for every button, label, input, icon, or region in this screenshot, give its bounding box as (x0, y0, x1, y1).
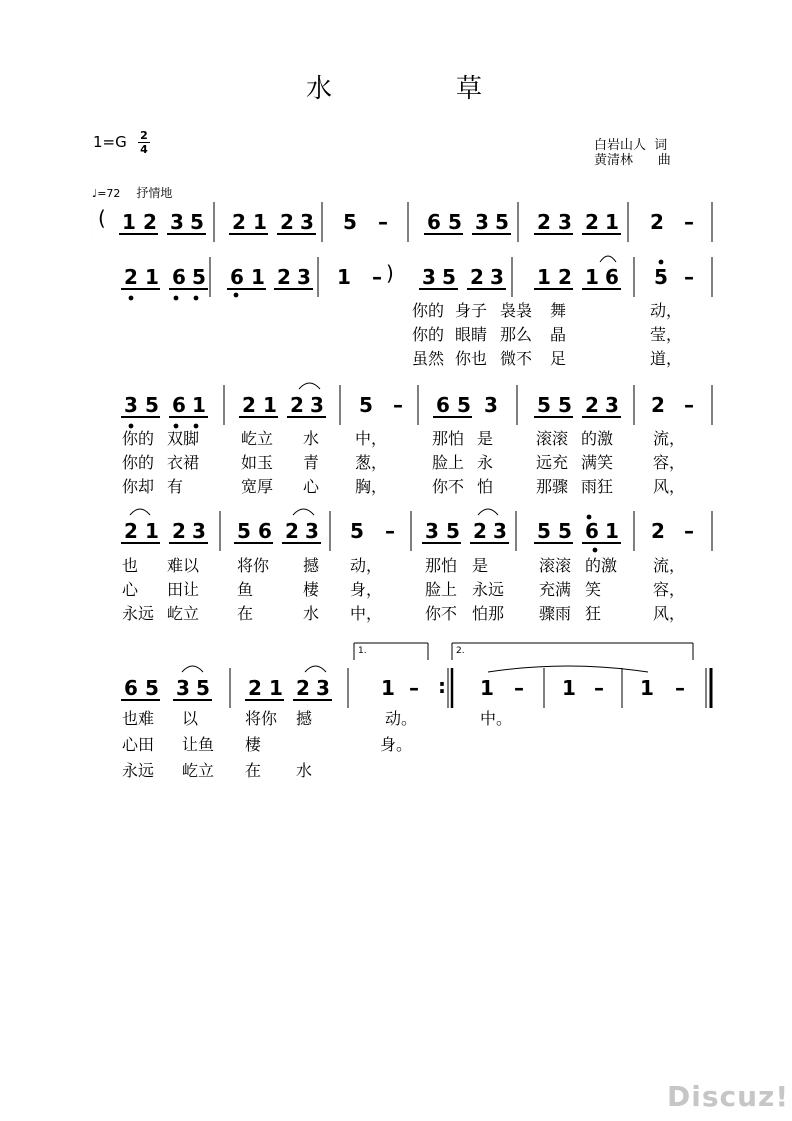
lyric-syllable: 你却 (122, 477, 155, 496)
lyric-syllable: 那怕 (432, 429, 465, 448)
lyric-syllable: 永 (477, 453, 494, 472)
note: – (684, 210, 694, 234)
note: 3 (605, 393, 619, 417)
lyric-syllable: 风， (653, 477, 686, 496)
lyric-syllable: 是 (477, 429, 494, 448)
note: 2 (242, 393, 256, 417)
meter-bottom: 4 (140, 143, 148, 156)
lyric-syllable: 你的 (122, 429, 155, 448)
note: 1 (480, 676, 494, 700)
note: 3 (192, 519, 206, 543)
note: 2 (558, 265, 572, 289)
lyric-syllable: 滚滚 (539, 556, 572, 575)
note: 2 (650, 210, 664, 234)
lyric-syllable: 你也 (455, 349, 488, 368)
tie-mark (488, 666, 648, 672)
lyric-syllable: 撼 (296, 709, 313, 728)
lyric-syllable: 那骤 (536, 477, 569, 496)
lyric-syllable: 那怕 (425, 556, 458, 575)
note: 1 (192, 393, 206, 417)
note: 3 (493, 519, 507, 543)
slur-mark (182, 666, 203, 672)
note: 1 (381, 676, 395, 700)
note: 1 (585, 265, 599, 289)
slur-mark (600, 256, 616, 262)
lyric-syllable: 道， (650, 349, 683, 368)
lyric-syllable: 也难 (122, 709, 155, 728)
lyric-syllable: 微不 (500, 349, 533, 368)
lyric-syllable: 舞 (550, 301, 567, 320)
note: – (594, 676, 604, 700)
note: – (675, 676, 685, 700)
composer-credit: 黄清林 曲 (594, 153, 671, 168)
note: 1 (640, 676, 654, 700)
note: 5 (537, 393, 551, 417)
low-octave-dot (194, 424, 199, 429)
lyric-syllable: 水 (303, 429, 320, 448)
lyric-syllable: 难以 (167, 556, 200, 575)
note: 6 (172, 393, 186, 417)
lyric-syllable: 容， (653, 453, 686, 472)
meter-top: 2 (140, 129, 148, 142)
note: 5 (457, 393, 471, 417)
lyric-syllable: 有 (167, 477, 184, 496)
close-paren: ) (386, 261, 394, 285)
lyric-syllable: 棲 (245, 735, 262, 754)
lyric-syllable: 心田 (122, 735, 155, 754)
note: 1 (251, 265, 265, 289)
note: 2 (143, 210, 157, 234)
note: 1 (562, 676, 576, 700)
low-octave-dot (174, 424, 179, 429)
lyric-syllable: 中， (355, 429, 388, 448)
note: 3 (305, 519, 319, 543)
lyric-syllable: 在 (245, 761, 262, 780)
lyric-syllable: 身， (350, 580, 383, 599)
note: – (684, 393, 694, 417)
note: 2 (651, 393, 665, 417)
note: 2 (585, 393, 599, 417)
note: 3 (170, 210, 184, 234)
lyric-syllable: 脸上 (425, 580, 458, 599)
note: 6 (124, 676, 138, 700)
lyric-syllable: 让鱼 (182, 735, 215, 754)
lyric-syllable: 你不 (432, 477, 465, 496)
lyric-syllable: 狂 (585, 604, 602, 623)
note: – (378, 210, 388, 234)
note: 5 (654, 265, 668, 289)
note: – (684, 519, 694, 543)
lyric-syllable: 流， (653, 429, 686, 448)
note: 5 (537, 519, 551, 543)
note: 1 (537, 265, 551, 289)
note: 2 (232, 210, 246, 234)
volta-first-label: 1. (358, 646, 367, 656)
lyric-syllable: 在 (237, 604, 254, 623)
note: 3 (297, 265, 311, 289)
note: 6 (585, 519, 599, 543)
note: 2 (285, 519, 299, 543)
note: 1 (145, 265, 159, 289)
note: 2 (277, 265, 291, 289)
lyric-syllable: 动， (650, 301, 683, 320)
note: 5 (495, 210, 509, 234)
lyric-syllable: 心 (303, 477, 320, 496)
note: 6 (230, 265, 244, 289)
note: – (684, 265, 694, 289)
lyric-syllable: 屹立 (167, 604, 200, 623)
lyric-syllable: 滚滚 (536, 429, 569, 448)
note: 3 (484, 393, 498, 417)
lyric-syllable: 充满 (539, 580, 572, 599)
low-octave-dot (174, 296, 179, 301)
note: 3 (310, 393, 324, 417)
lyric-syllable: 水 (296, 761, 313, 780)
lyricist-credit: 白岩山人 词 (594, 138, 668, 153)
lyric-syllable: 衣裙 (167, 453, 200, 472)
lyric-syllable: 鱼 (237, 580, 254, 599)
lyric-syllable: 你的 (412, 301, 445, 320)
note: 1 (253, 210, 267, 234)
lyric-syllable: 容， (653, 580, 686, 599)
high-octave-dot (659, 260, 664, 265)
lyric-syllable: 眼睛 (455, 325, 488, 344)
note: 5 (448, 210, 462, 234)
note: 5 (558, 393, 572, 417)
lyric-syllable: 那么 (500, 325, 533, 344)
low-octave-dot (194, 296, 199, 301)
note: 3 (176, 676, 190, 700)
note: 3 (490, 265, 504, 289)
lyric-syllable: 永远 (122, 604, 155, 623)
note: 1 (269, 676, 283, 700)
low-octave-dot (129, 296, 134, 301)
lyric-syllable: 棲 (303, 580, 320, 599)
lyric-syllable: 雨狂 (581, 477, 614, 496)
low-octave-dot (129, 424, 134, 429)
lyric-syllable: 你不 (425, 604, 458, 623)
lyric-syllable: 宽厚 (241, 477, 274, 496)
repeat-colon: : (438, 674, 446, 698)
lyric-syllable: 田让 (167, 580, 200, 599)
note: 6 (172, 265, 186, 289)
lyric-syllable: 你的 (412, 325, 445, 344)
note: 5 (350, 519, 364, 543)
slur-mark (305, 666, 326, 672)
note: 2 (537, 210, 551, 234)
note: 5 (442, 265, 456, 289)
lyric-syllable: 怕 (477, 477, 494, 496)
lyric-syllable: 虽然 (412, 349, 445, 368)
watermark-logo: Discuz! (667, 1080, 790, 1113)
lyric-syllable: 足 (550, 349, 567, 368)
lyric-syllable: 永远 (122, 761, 155, 780)
note: 1 (122, 210, 136, 234)
note: 5 (558, 519, 572, 543)
note: 1 (337, 265, 351, 289)
slur-mark (130, 509, 150, 515)
title-char-2: 草 (456, 74, 487, 104)
note: 5 (196, 676, 210, 700)
lyric-syllable: 风， (653, 604, 686, 623)
note: 5 (343, 210, 357, 234)
expression-mark: 抒情地 (136, 186, 173, 200)
lyric-syllable: 胸， (355, 477, 388, 496)
title-char-1: 水 (305, 74, 336, 104)
note: – (514, 676, 524, 700)
tempo-mark: ♩=72 (92, 187, 121, 200)
note: – (393, 393, 403, 417)
slur-mark (478, 509, 498, 515)
lyric-syllable: 也 (122, 556, 139, 575)
lyric-syllable: 莹， (650, 325, 683, 344)
note: 6 (427, 210, 441, 234)
lyric-syllable: 中。 (480, 709, 513, 728)
lyric-syllable: 屹立 (241, 429, 274, 448)
lyric-syllable: 心 (122, 580, 139, 599)
lyric-syllable: 骤雨 (539, 604, 572, 623)
lyric-syllable: 远充 (536, 453, 569, 472)
lyric-syllable: 将你 (237, 556, 270, 575)
note: 5 (190, 210, 204, 234)
lyric-syllable: 葱， (355, 453, 388, 472)
lyric-syllable: 以 (182, 709, 199, 728)
low-octave-dot (234, 293, 239, 298)
lyric-syllable: 撼 (303, 556, 320, 575)
lyric-syllable: 流， (653, 556, 686, 575)
slur-mark (299, 383, 320, 389)
slur-mark (293, 509, 314, 515)
lyric-syllable: 晶 (550, 325, 567, 344)
lyric-syllable: 青 (303, 453, 320, 472)
note: 5 (145, 676, 159, 700)
note: 5 (359, 393, 373, 417)
note: 2 (280, 210, 294, 234)
key-signature: 1=G (93, 133, 127, 151)
note: 3 (558, 210, 572, 234)
note: 6 (436, 393, 450, 417)
lyric-syllable: 水 (303, 604, 320, 623)
note: – (409, 676, 419, 700)
note: 5 (446, 519, 460, 543)
note: 2 (124, 265, 138, 289)
lyric-syllable: 你的 (122, 453, 155, 472)
note: 1 (145, 519, 159, 543)
lyric-syllable: 双脚 (167, 429, 200, 448)
lyric-syllable: 的激 (585, 556, 618, 575)
note: 5 (145, 393, 159, 417)
lyric-syllable: 永远 (472, 580, 505, 599)
open-paren: ( (98, 206, 106, 230)
note: 2 (470, 265, 484, 289)
lyric-syllable: 满笑 (581, 453, 614, 472)
lyric-syllable: 笑 (585, 580, 602, 599)
lyric-syllable: 是 (472, 556, 489, 575)
lyric-syllable: 身。 (380, 735, 413, 754)
note: 2 (248, 676, 262, 700)
lyric-syllable: 怕那 (472, 604, 505, 623)
note: 2 (473, 519, 487, 543)
note: 6 (605, 265, 619, 289)
note: 3 (124, 393, 138, 417)
lyric-syllable: 中， (350, 604, 383, 623)
lyric-syllable: 脸上 (432, 453, 465, 472)
note: 1 (263, 393, 277, 417)
lyric-syllable: 袅袅 (500, 301, 533, 320)
note: 1 (605, 210, 619, 234)
lyric-syllable: 动。 (385, 709, 418, 728)
volta-second-label: 2. (456, 646, 465, 656)
lyric-syllable: 身子 (455, 301, 488, 320)
lyric-syllable: 如玉 (241, 453, 274, 472)
note: 2 (290, 393, 304, 417)
octave-dot (593, 548, 598, 553)
note: 3 (475, 210, 489, 234)
lyric-syllable: 屹立 (182, 761, 215, 780)
note: 2 (124, 519, 138, 543)
note: 3 (300, 210, 314, 234)
note: 2 (651, 519, 665, 543)
note: 5 (192, 265, 206, 289)
note: 3 (425, 519, 439, 543)
note: 3 (316, 676, 330, 700)
lyric-syllable: 动， (350, 556, 383, 575)
note: – (385, 519, 395, 543)
note: 2 (296, 676, 310, 700)
note: 5 (237, 519, 251, 543)
note: 1 (605, 519, 619, 543)
note: 2 (585, 210, 599, 234)
note: – (372, 265, 382, 289)
note: 2 (172, 519, 186, 543)
lyric-syllable: 的激 (581, 429, 614, 448)
note: 3 (422, 265, 436, 289)
lyric-syllable: 将你 (245, 709, 278, 728)
note: 6 (258, 519, 272, 543)
